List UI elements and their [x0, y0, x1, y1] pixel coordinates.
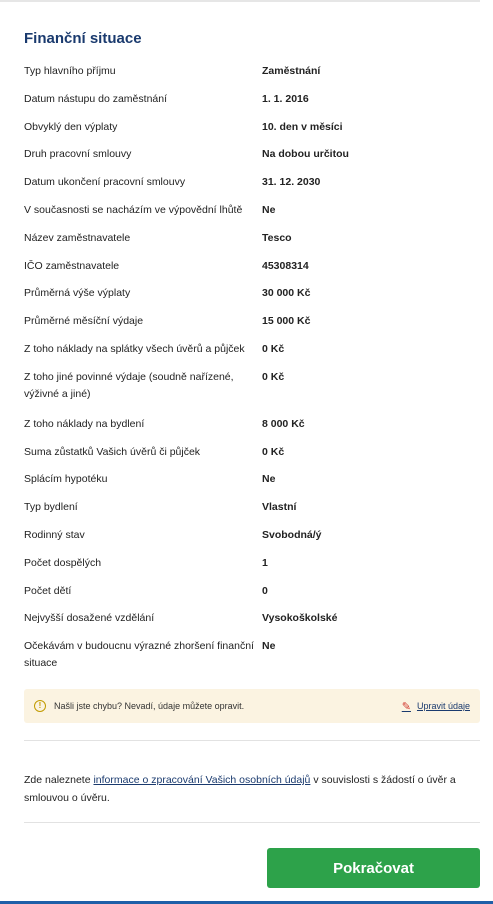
detail-value: 1. 1. 2016: [262, 92, 309, 105]
detail-row-marital-status: [24, 522, 480, 550]
detail-value: 30 000 Kč: [262, 287, 311, 300]
detail-label: Z toho náklady na bydlení: [24, 417, 145, 430]
detail-label: Typ hlavního příjmu: [24, 65, 116, 77]
correction-notice: [24, 689, 480, 723]
pencil-icon: ✎: [401, 700, 411, 713]
detail-value: Svobodná/ý: [262, 528, 322, 541]
detail-value: 45308314: [262, 259, 309, 272]
detail-value: Vysokoškolské: [262, 612, 338, 625]
detail-value: Ne: [262, 640, 276, 653]
detail-label: Datum nástupu do zaměstnání: [24, 92, 168, 105]
detail-row-contract-type: [24, 141, 480, 169]
detail-row-housing-costs: [24, 411, 480, 439]
detail-row-employer-name: [24, 225, 480, 253]
detail-label: Počet dospělých: [24, 556, 102, 569]
detail-row-loan-payments: [24, 336, 480, 364]
detail-value: 0 Kč: [262, 370, 285, 383]
detail-value: Na dobou určitou: [262, 148, 349, 161]
edit-details-label: Upravit údaje: [416, 701, 470, 711]
privacy-suffix: v souvislosti s žádostí o úvěr a smlouvou o úvěru.: [24, 774, 456, 804]
detail-label: Druh pracovní smlouvy: [24, 148, 132, 161]
detail-label: Z toho náklady na splátky všech úvěrů a půjček: [24, 342, 245, 355]
detail-value: Ne: [262, 473, 276, 486]
detail-row-notice-period: [24, 197, 480, 225]
detail-label: Počet dětí: [24, 584, 72, 597]
detail-value: 15 000 Kč: [262, 315, 311, 328]
detail-label: Rodinný stav: [24, 528, 85, 541]
detail-row-expected-worsening: [24, 633, 480, 680]
detail-value: Zaměstnání: [262, 65, 321, 77]
section-title: Finanční situace: [24, 30, 142, 47]
warning-icon: !: [34, 700, 46, 712]
detail-label: Průměrná výše výplaty: [24, 287, 131, 300]
detail-value: Ne: [262, 203, 276, 216]
detail-label: IČO zaměstnavatele: [24, 259, 120, 272]
detail-label: Obvyklý den výplaty: [24, 120, 118, 133]
detail-value: 31. 12. 2030: [262, 176, 321, 189]
detail-value: 10. den v měsíci: [262, 120, 343, 133]
detail-value: 0 Kč: [262, 445, 285, 458]
detail-value: 1: [262, 556, 268, 569]
financial-details-list: [24, 58, 480, 680]
detail-row-income-type: [24, 58, 480, 86]
detail-value: 0: [262, 584, 268, 597]
detail-row-contract-end: [24, 169, 480, 197]
privacy-prefix: Zde naleznete: [24, 774, 94, 786]
privacy-info-link[interactable]: informace o zpracování Vašich osobních údajů: [93, 774, 311, 786]
detail-label: Z toho jiné povinné výdaje (soudně nařízené, výživné a jiné): [24, 370, 234, 400]
divider: [24, 822, 480, 823]
detail-label: Splácím hypotéku: [24, 473, 108, 486]
detail-value: 8 000 Kč: [262, 417, 305, 430]
detail-value: Vlastní: [262, 501, 297, 514]
detail-label: Průměrné měsíční výdaje: [24, 315, 144, 328]
notice-text: Našli jste chybu? Nevadí, údaje můžete opravit.: [54, 701, 245, 711]
detail-label: Nejvyšší dosažené vzdělání: [24, 612, 155, 625]
detail-value: Tesco: [262, 231, 292, 244]
detail-label: Datum ukončení pracovní smlouvy: [24, 176, 186, 189]
detail-label: Typ bydlení: [24, 501, 78, 514]
privacy-info: [24, 771, 464, 807]
detail-value: 0 Kč: [262, 342, 285, 355]
detail-row-mortgage: [24, 466, 480, 494]
detail-label: Název zaměstnavatele: [24, 231, 131, 244]
detail-label: V současnosti se nacházím ve výpovědní lhůtě: [24, 203, 243, 216]
continue-button[interactable]: Pokračovat: [267, 848, 480, 888]
detail-row-employer-id: [24, 253, 480, 281]
detail-row-other-expenses: [24, 364, 480, 411]
detail-row-payday: [24, 114, 480, 142]
detail-row-education: [24, 605, 480, 633]
detail-row-children: [24, 578, 480, 606]
detail-row-employment-start: [24, 86, 480, 114]
top-divider: [0, 0, 480, 2]
detail-row-loan-balance: [24, 439, 480, 467]
detail-label: Suma zůstatků Vašich úvěrů či půjček: [24, 445, 201, 458]
detail-label: Očekávám v budoucnu výrazné zhoršení finanční situace: [24, 640, 254, 670]
detail-row-adults: [24, 550, 480, 578]
detail-row-avg-salary: [24, 280, 480, 308]
divider: [24, 740, 480, 741]
detail-row-monthly-expenses: [24, 308, 480, 336]
edit-details-link[interactable]: [402, 700, 470, 713]
detail-row-housing-type: [24, 494, 480, 522]
